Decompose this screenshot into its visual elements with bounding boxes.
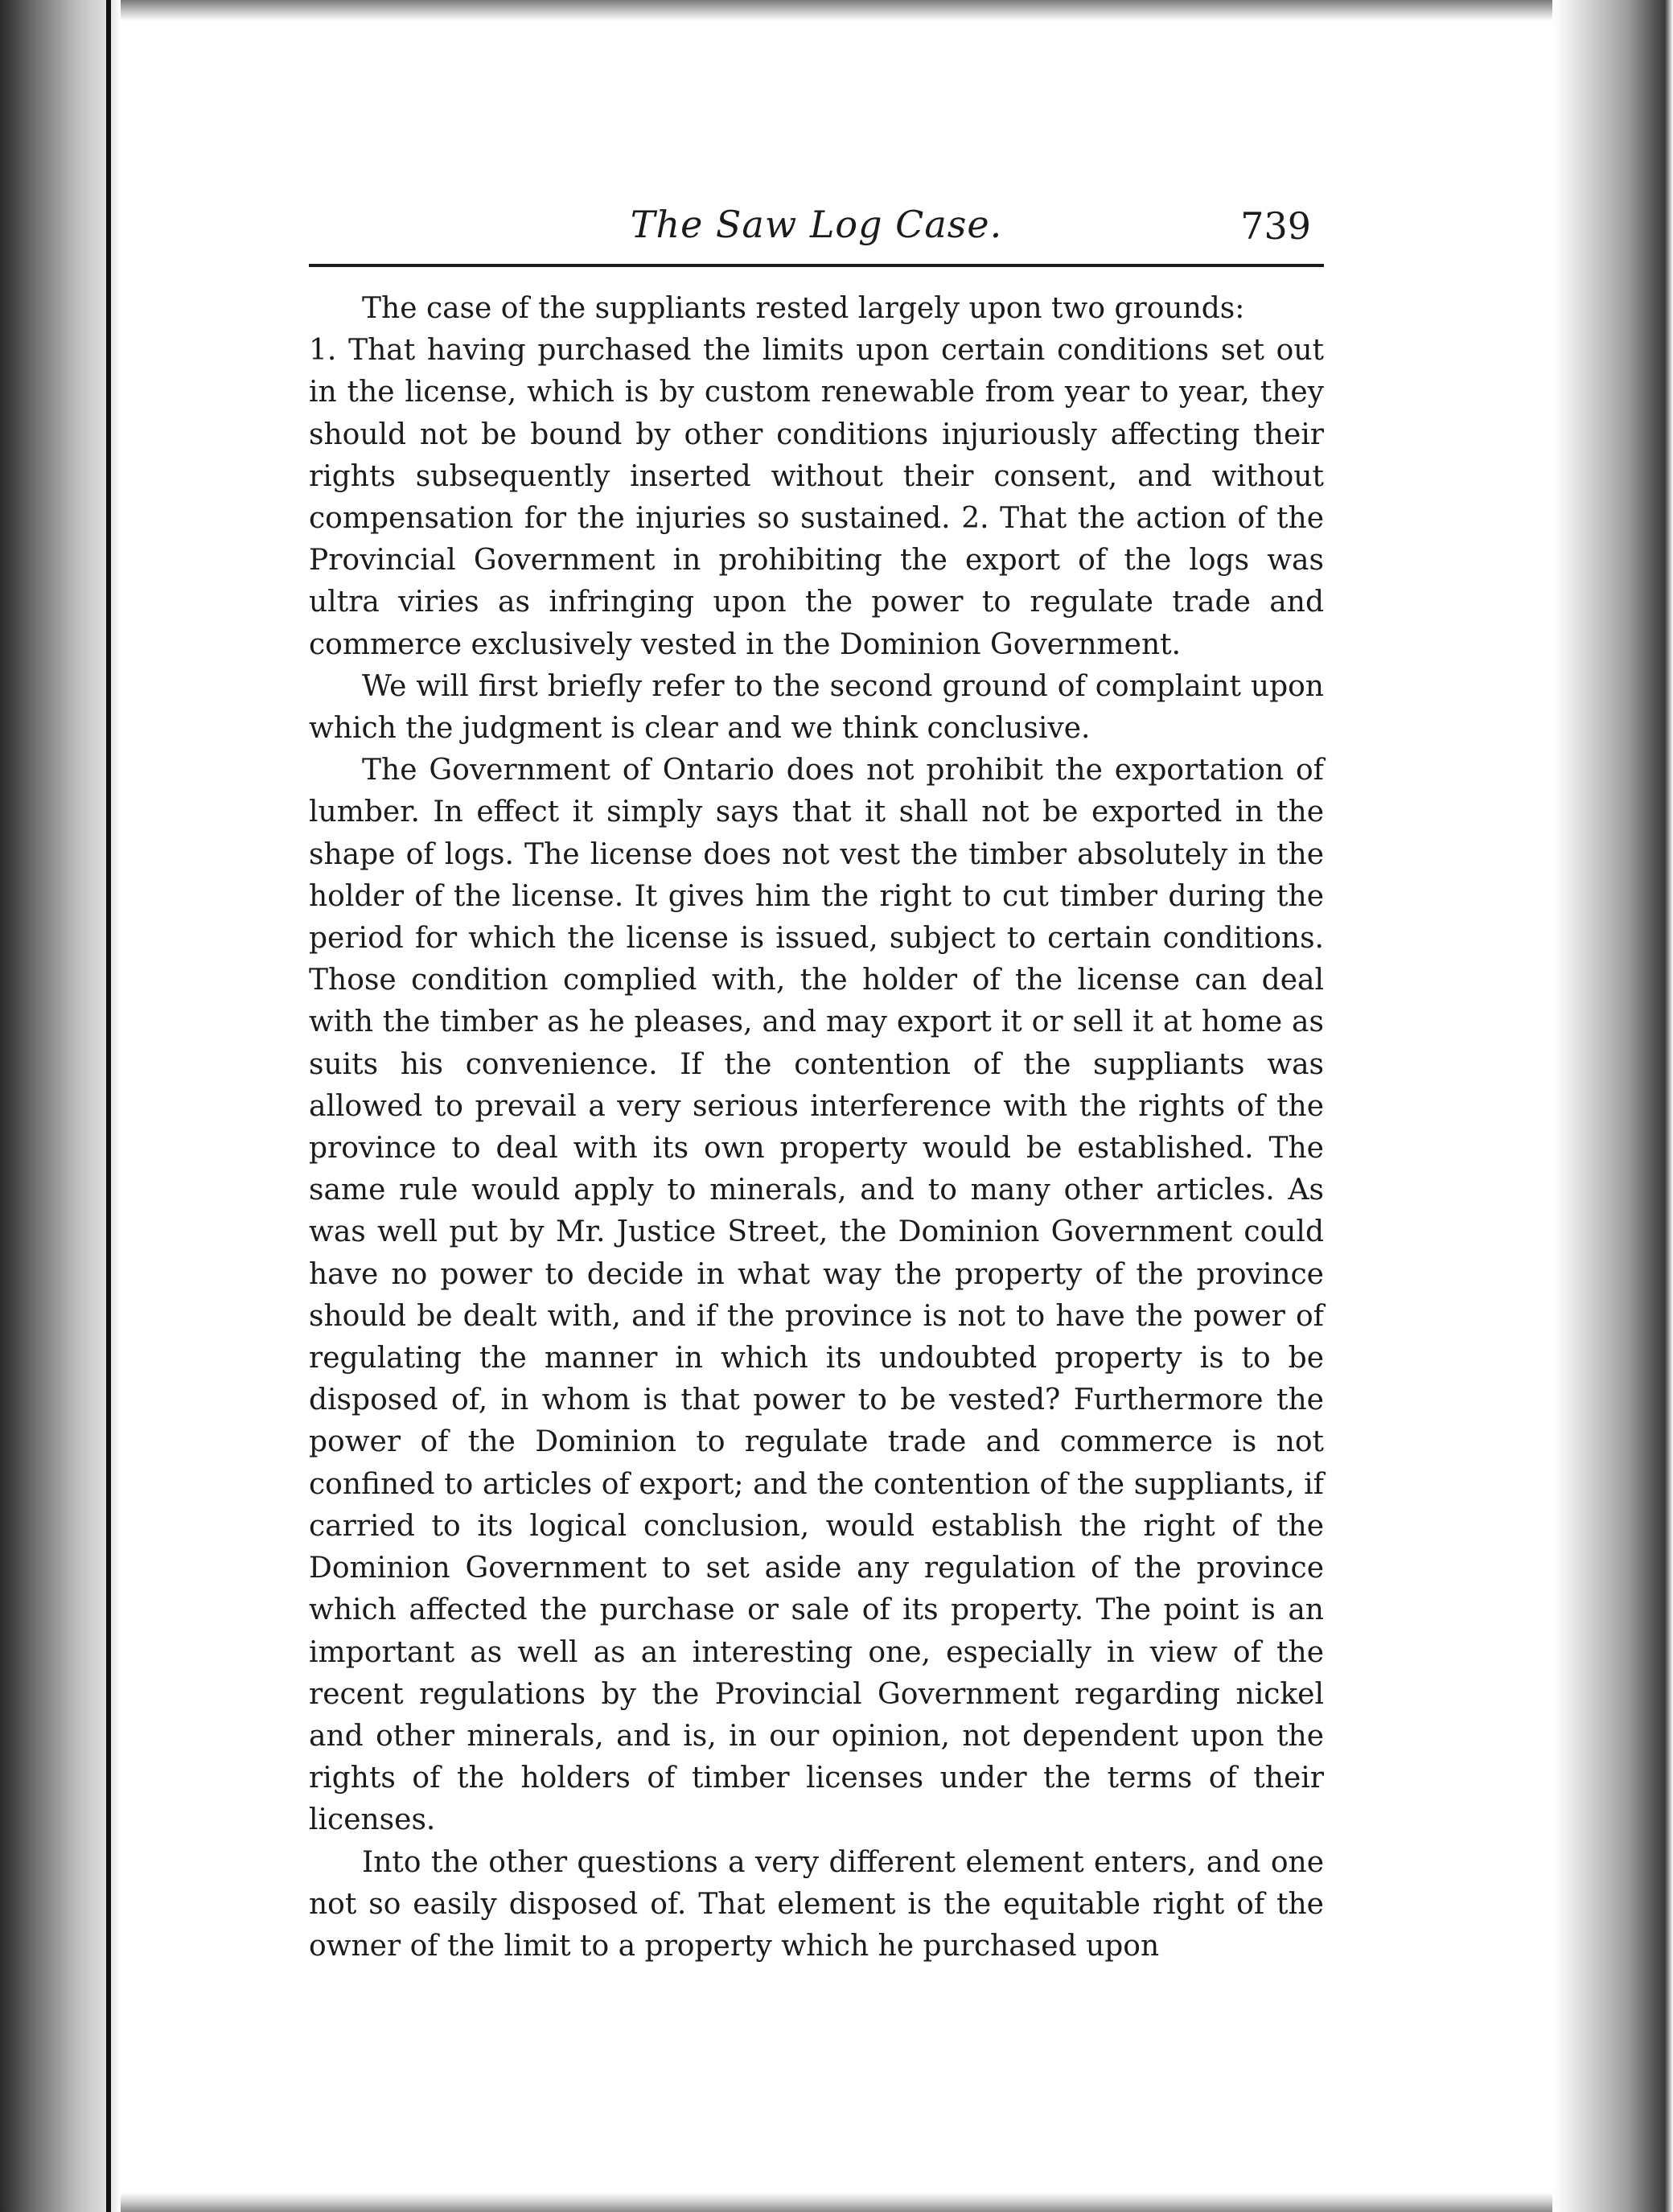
paragraph-other-questions: Into the other questions a very different element enters, and one not so easily disposed of. That element is the equitable right of the owner of the limit to a property which he purchased upon [309,1845,1324,1963]
binding-line [106,0,111,2212]
scan-edge-right [1552,0,1673,2212]
page-header [309,199,1324,264]
page-number: 739 [1240,204,1311,248]
body-text [309,288,1324,1967]
running-title: The Saw Log Case. [630,203,1003,246]
scan-edge-left [0,0,121,2212]
header-rule [309,264,1324,267]
paragraph-grounds-intro: The case of the suppliants rested largely upon two grounds: [362,292,1245,325]
paragraph-grounds-list: 1. That having purchased the limits upon certain conditions set out in the license, which is by custom renewable from year to year, they should not be bound by other conditions injuriously affecting their rights subsequently inserted without their consent, and without compensation for the injuries so sustained. 2. That the action of the Provincial Government in prohibiting the export of the logs was ultra viries as infringing upon the power to regulate trade and commerce exclusively vested in the Dominion Government. [309,334,1324,661]
scan-edge-bottom [0,2193,1673,2212]
scan-edge-top [0,0,1673,21]
paragraph-second-ground: We will first briefly refer to the second ground of complaint upon which the judgment is clear and we think conclusive. [309,669,1324,746]
paragraph-ontario-government: The Government of Ontario does not prohibit the exportation of lumber. In effect it simply says that it shall not be exported in the shape of logs. The license does not vest the timber absolutely in the holder of the license. It gives him the right to cut timber during the period for which the license is issued, subject to certain conditions. Those condition complied with, the holder of the license can deal with the timber as he pleases, and may export it or sell it at home as suits his convenience. If the contention of the suppliants was allowed to prevail a very serious interference with the rights of the province to deal with its own property would be established. The same rule would apply to minerals, and to many other articles. As was well put by Mr. Justice Street, the Dominion Government could have no power to decide in what way the property of the province should be dealt with, and if the province is not to have the power of regulating the manner in which its undoubted property is to be disposed of, in whom is that power to be vested? Furthermore the power of the Dominion to regulate trade and commerce is not confined to articles of export; and the contention of the suppliants, if carried to its logical conclusion, would establish the right of the Dominion Government to set aside any regulation of the province which affected the purchase or sale of its property. The point is an important as well as an interesting one, especially in view of the recent regulations by the Provincial Government regarding nickel and other minerals, and is, in our opinion, not dependent upon the rights of the holders of timber licenses under the terms of their licenses. [309,754,1324,1837]
